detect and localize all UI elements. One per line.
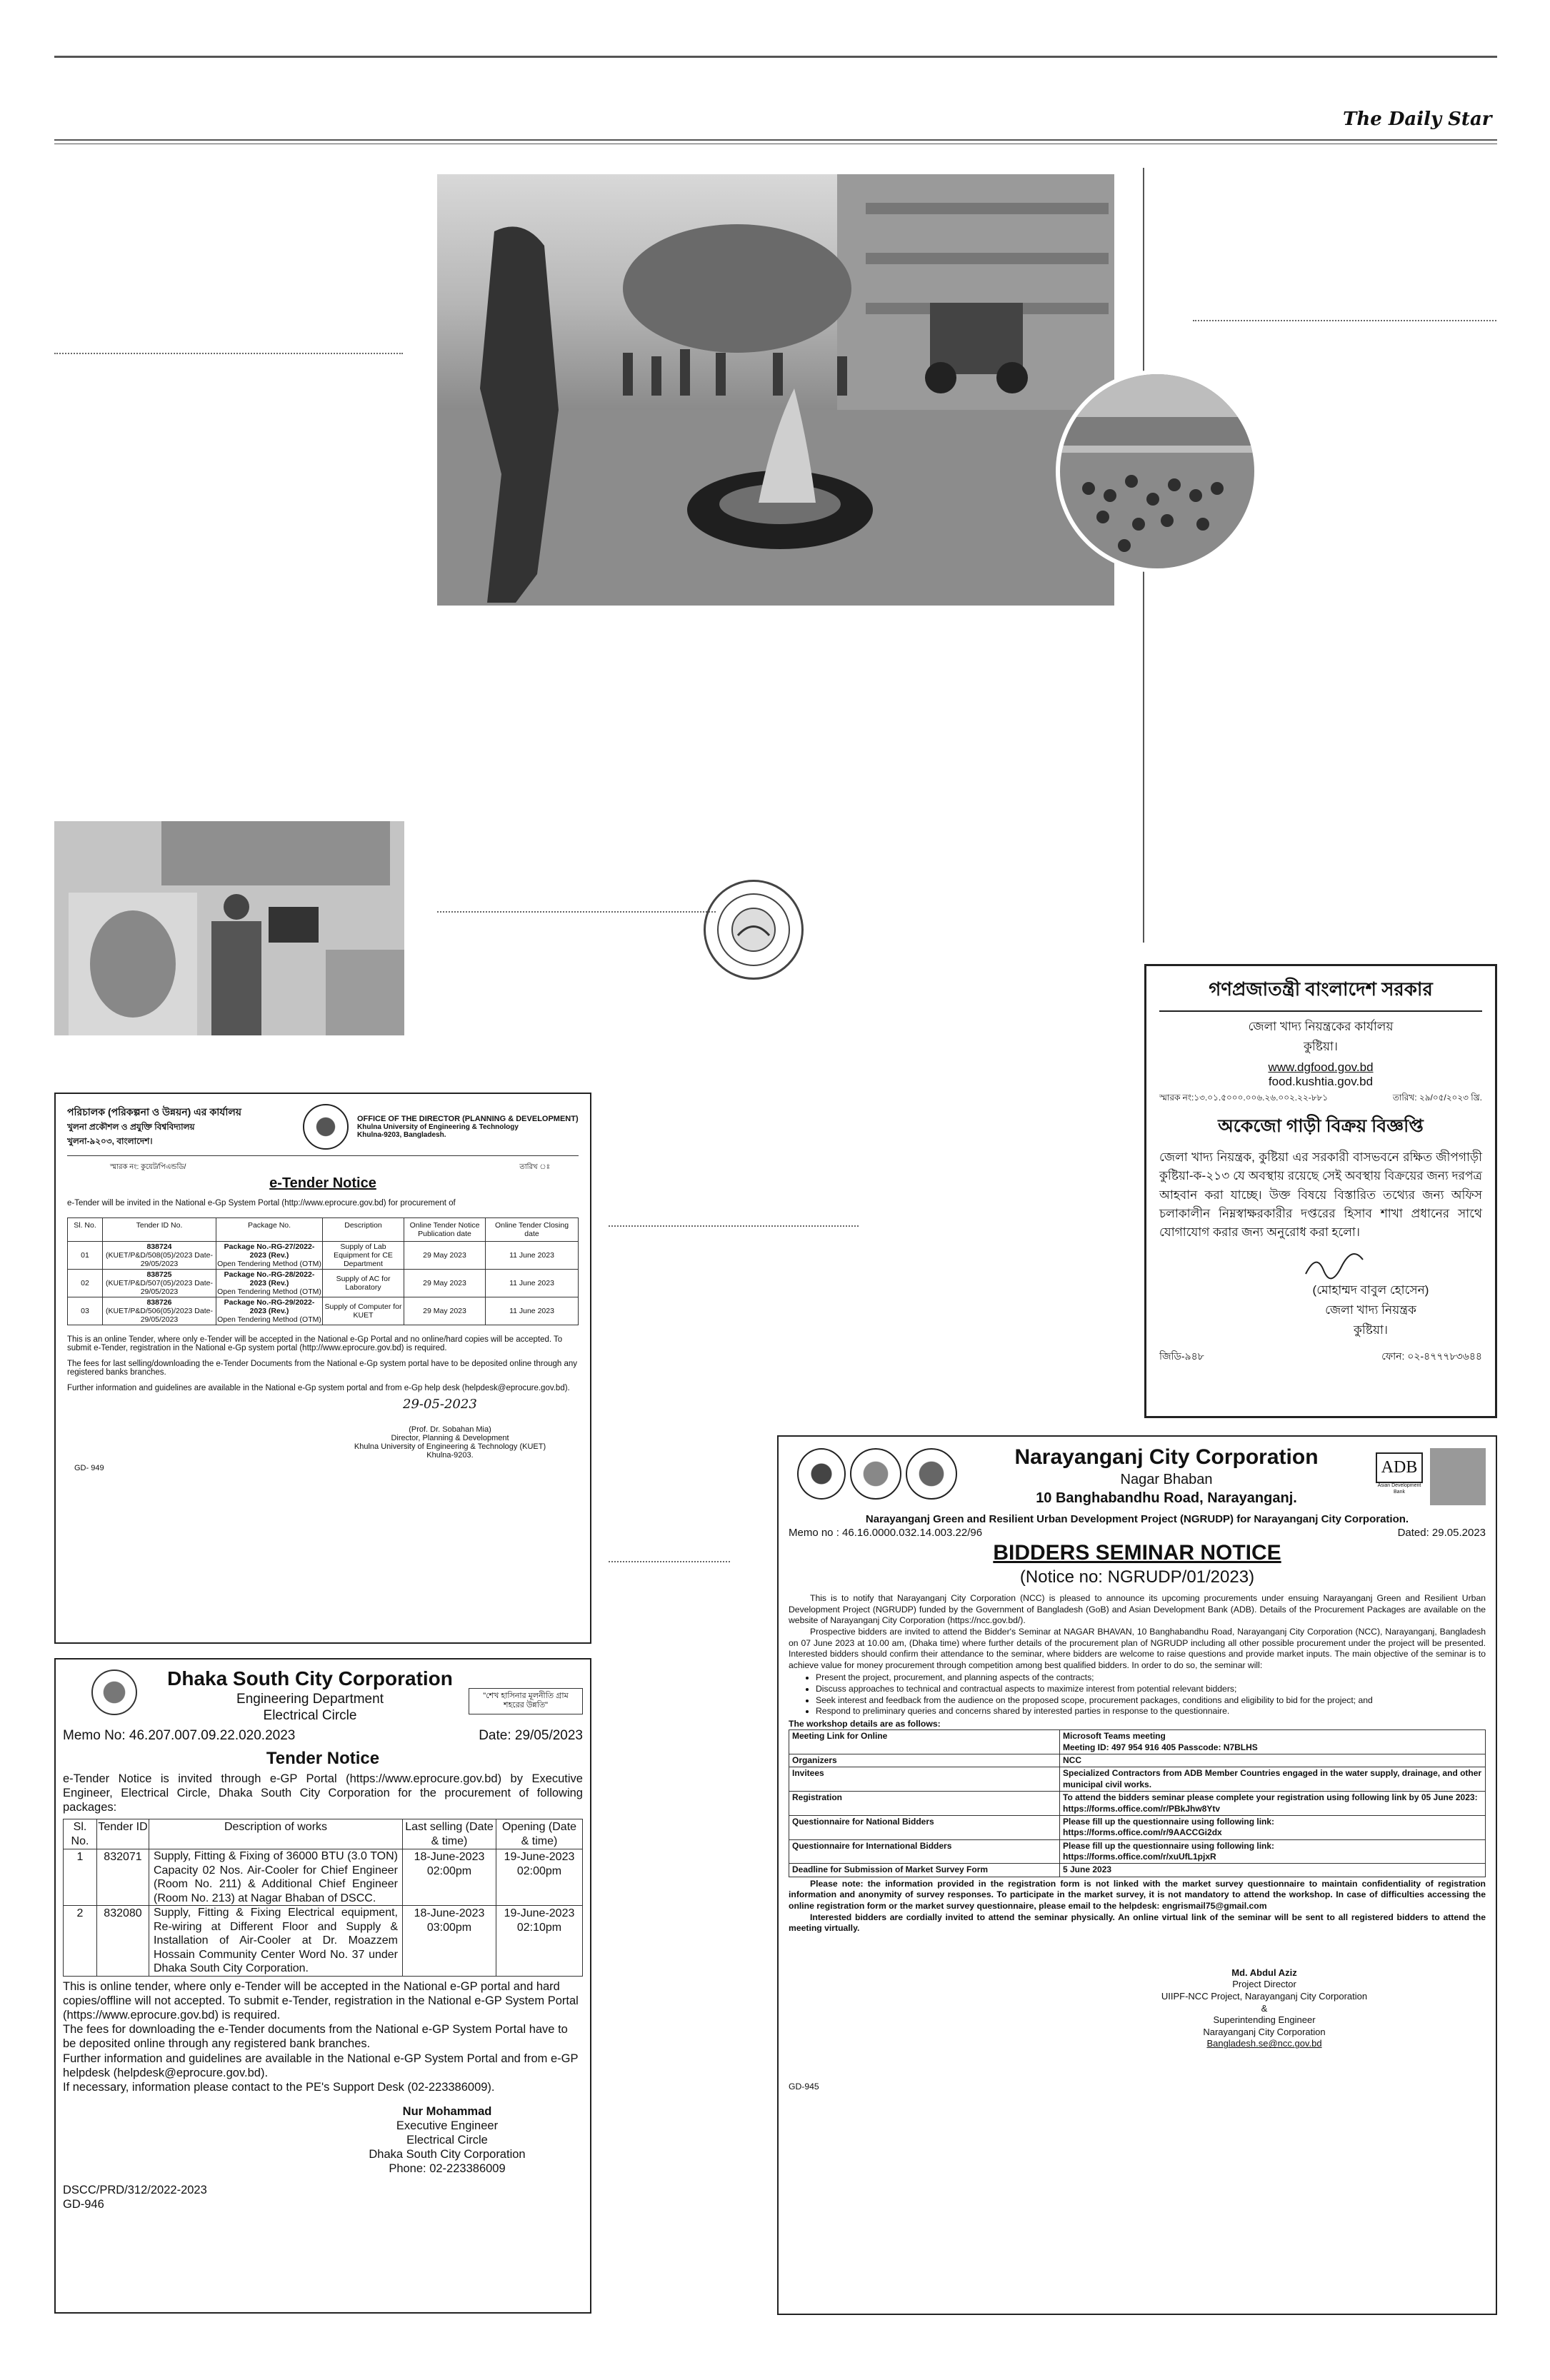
masthead: The Daily Star bbox=[1343, 109, 1492, 130]
cell-id: 838725 bbox=[146, 1270, 172, 1279]
masthead-rule bbox=[54, 139, 1497, 141]
note: Please note: the information provided in the registration form is not linked with the market survey questionnaire to maintain confidentiality of registration information and anonymity of survey responses. To participate in the market survey, it is not mandatory to attend the workshop. In case of difficulties accessing the online registration form or the market survey questionnaire, please email to the helpdesk: engrismail75@gmail.com bbox=[789, 1878, 1486, 1911]
memorial-photo bbox=[54, 821, 404, 1035]
intro: e-Tender Notice is invited through e-GP Portal (https://www.eprocure.gov.bd) by Executive Engineer, Electrical Circle, Dhaka South City Corporation for the procurement of following packages: bbox=[63, 1772, 583, 1814]
org-name: Dhaka South City Corporation bbox=[167, 1667, 453, 1689]
para-1: This is an online Tender, where only e-Tender will be accepted in the National e-Gp Portal and no online/hard copies will be accepted. To submit e-Tender, registration in the National e-Gp system portal (http://www.eprocure.gov.bd) is required. bbox=[67, 1335, 563, 1352]
cell-desc: Supply of Lab Equipment for CE Department bbox=[323, 1242, 404, 1270]
table-row bbox=[789, 1767, 1486, 1792]
detail-value: 5 June 2023 bbox=[1060, 1864, 1486, 1877]
sig-title: জেলা খাদ্য নিয়ন্ত্রক bbox=[1325, 1302, 1416, 1317]
separator-1 bbox=[54, 353, 403, 354]
para-2: The fees for last selling/downloading the e-Tender Documents from the National e-Gp system portal have to be deposited online through any registered banks branches. bbox=[67, 1360, 578, 1377]
memo: স্মারক নং:১৩.০১.৫০০০.০০৬.২৬.০০২.২২-৮৮১ bbox=[1159, 1093, 1329, 1103]
th-id: Tender ID bbox=[97, 1819, 149, 1849]
cell-pub: 29 May 2023 bbox=[404, 1242, 486, 1270]
para-3: Further information and guidelines are available in the National e-GP System Portal and from e-GP helpdesk (helpdesk@eprocure.gov.bd). bbox=[63, 2052, 579, 2079]
cell-sl: 03 bbox=[68, 1297, 103, 1325]
sig-org: Dhaka South City Corporation bbox=[369, 2148, 526, 2161]
cell-sl: 02 bbox=[68, 1270, 103, 1297]
th-desc: Description of works bbox=[149, 1819, 403, 1849]
city-corporation-seal bbox=[704, 880, 804, 980]
notice-title: Tender Notice bbox=[266, 1748, 380, 1768]
sig-title: Executive Engineer bbox=[396, 2119, 499, 2133]
th-open: Opening (Date & time) bbox=[496, 1819, 583, 1849]
table-row bbox=[789, 1792, 1486, 1816]
sig-email[interactable]: Bangladesh.se@ncc.gov.bd bbox=[1206, 2038, 1322, 2049]
notice-body: জেলা খাদ্য নিয়ন্ত্রক, কুষ্টিয়া এর সরকারী বাসভবনে রক্ষিত জীপগাড়ী কুষ্টিয়া-ক-২১৩ যে অবস্থায় রয়েছে সেই অবস্থায় বিক্রয়ের জন্য দরপত্র আহবান করা যাচ্ছে। উক্ত বিষয়ে বিস্তারিত তথ্যের জন্য অফিস চলাকালীন নিম্নস্বাক্ষরকারীর দপ্তরের হিসাব শাখা প্রধানের সাথে যোগাযোগ করার জন্য অনুরোধ করা হলো। bbox=[1159, 1150, 1482, 1240]
th-close: Online Tender Closing date bbox=[486, 1218, 579, 1242]
detail-key: Deadline for Submission of Market Survey Form bbox=[789, 1864, 1060, 1877]
sig-amp: & bbox=[1261, 2002, 1268, 2014]
table-row bbox=[68, 1270, 579, 1297]
cell-method: Open Tendering Method (OTM) bbox=[217, 1260, 321, 1268]
university-bn: খুলনা প্রকৌশল ও প্রযুক্তি বিশ্ববিদ্যালয় bbox=[67, 1122, 195, 1132]
org-name: Narayanganj City Corporation bbox=[1014, 1445, 1319, 1469]
tender-table bbox=[67, 1217, 579, 1325]
sig-name: (Prof. Dr. Sobahan Mia) bbox=[409, 1425, 491, 1434]
top-rule bbox=[54, 56, 1497, 58]
para-1: This is to notify that Narayanganj City Corporation (NCC) is pleased to announce its upcoming procurements under ensuing Narayanganj Green and Resilient Urban Development Project (NGRUDP) funded by the Government of Bangladesh (GoB) and Asian Development Bank (ADB). Details of the Procurement Packages are available on the website of Narayanganj City Corporation (https://ncc.gov.bd/). bbox=[789, 1593, 1486, 1626]
office: জেলা খাদ্য নিয়ন্ত্রকের কার্যালয় bbox=[1248, 1020, 1394, 1033]
adb-logo: ADB bbox=[1376, 1452, 1423, 1483]
portrait-logo bbox=[1430, 1448, 1486, 1505]
para-4: If necessary, information please contact to the PE's Support Desk (02-223386009). bbox=[63, 2080, 495, 2094]
table-row bbox=[789, 1815, 1486, 1839]
cell-pkg: Package No.-RG-28/2022-2023 (Rev.) bbox=[224, 1270, 315, 1287]
cell-last: 18-June-2023 03:00pm bbox=[403, 1906, 496, 1977]
sig-place: কুষ্টিয়া। bbox=[1354, 1322, 1388, 1337]
cell-close: 11 June 2023 bbox=[486, 1242, 579, 1270]
address-en: Khulna-9203, Bangladesh. bbox=[357, 1131, 446, 1139]
separator-5 bbox=[609, 1561, 730, 1562]
th-pkg: Package No. bbox=[216, 1218, 323, 1242]
th-desc: Description bbox=[323, 1218, 404, 1242]
th-sl: Sl. No. bbox=[64, 1819, 97, 1849]
kuet-logo bbox=[303, 1104, 349, 1150]
gov-header: গণপ্রজাতন্ত্রী বাংলাদেশ সরকার bbox=[1159, 975, 1482, 1012]
details-heading: The workshop details are as follows: bbox=[789, 1718, 941, 1729]
university-en: Khulna University of Engineering & Technology bbox=[357, 1123, 519, 1131]
gd-number: GD-945 bbox=[789, 2081, 819, 2092]
place: কুষ্টিয়া। bbox=[1304, 1040, 1338, 1053]
cell-sl: 1 bbox=[64, 1849, 97, 1906]
office-en: OFFICE OF THE DIRECTOR (PLANNING & DEVELOPMENT) bbox=[357, 1115, 579, 1123]
bullet-item: • Seek interest and feedback from the audience on the proposed scope, procurement packages, conditions and eligibility to bid for the project; and bbox=[816, 1695, 1486, 1707]
cell-close: 11 June 2023 bbox=[486, 1270, 579, 1297]
sig-title-2: Superintending Engineer bbox=[1213, 2014, 1316, 2026]
dscc-tender-ad bbox=[54, 1658, 591, 2314]
date-bn: তারিখ ঃ bbox=[519, 1163, 550, 1171]
kuet-etender-ad bbox=[54, 1093, 591, 1644]
para-1: This is online tender, where only e-Tender will be accepted in the National e-GP portal and hard copies/offline will not accepted. To submit e-Tender, registration in the National e-GP System Portal (https://www.eprocure.gov.bd) is required. bbox=[63, 1979, 579, 2022]
sig-name: (মোহাম্মদ বাবুল হোসেন) bbox=[1312, 1282, 1429, 1297]
gd-number: GD-946 bbox=[63, 2198, 104, 2211]
bullet-item: • Respond to preliminary queries and concerns shared by interested parties in response to the questionnaire. bbox=[816, 1706, 1486, 1717]
cell-desc: Supply of Computer for KUET bbox=[323, 1297, 404, 1325]
cell-ref: (KUET/P&D/506(05)/2023 Date-29/05/2023 bbox=[106, 1307, 213, 1324]
address: 10 Banghabandhu Road, Narayanganj. bbox=[1036, 1490, 1297, 1506]
cell-desc: Supply, Fitting & Fixing Electrical equipment, Re-wiring at Different Floor and Supply & Installation of Air-Cooler at Dr. Moazzem Hossain Community Center Word No. 37 under Dhaka South City Corporation. bbox=[149, 1906, 403, 1977]
bangladesh-emblem bbox=[797, 1448, 846, 1500]
signature-scribble bbox=[1302, 1252, 1366, 1281]
cell-id: 838726 bbox=[146, 1298, 172, 1307]
para-3: Further information and guidelines are available in the National e-Gp system portal and from e-Gp help desk (helpdesk@eprocure.gov.bd). bbox=[67, 1384, 570, 1392]
th-sl: Sl. No. bbox=[68, 1218, 103, 1242]
para-2: The fees for downloading the e-Tender documents from the National e-GP System Portal have to be deposited online through any registered bank branches. bbox=[63, 2023, 568, 2051]
cell-method: Open Tendering Method (OTM) bbox=[217, 1287, 321, 1296]
detail-value: Please fill up the questionnaire using following link: https://forms.office.com/r/9AACCGi2dx bbox=[1060, 1815, 1486, 1839]
details-table bbox=[789, 1729, 1486, 1877]
detail-key: Questionnaire for International Bidders bbox=[789, 1839, 1060, 1864]
separator-4 bbox=[609, 1225, 859, 1227]
ncc-bidders-seminar-ad bbox=[777, 1435, 1497, 2315]
detail-value: Please fill up the questionnaire using following link: https://forms.office.com/r/xuUfL1pjxR bbox=[1060, 1839, 1486, 1864]
table-row bbox=[789, 1730, 1486, 1754]
detail-value: Microsoft Teams meeting Meeting ID: 497 954 916 405 Passcode: N7BLHS bbox=[1060, 1730, 1486, 1754]
signature bbox=[403, 1397, 477, 1412]
dept: Engineering Department bbox=[236, 1692, 384, 1707]
address-bn: খুলনা-৯২০৩, বাংলাদেশ। bbox=[67, 1136, 153, 1146]
bullet-item: • Discuss approaches to technical and contractual aspects to maximize interest from potential relevant bidders; bbox=[816, 1684, 1486, 1695]
crowd-photo-circle bbox=[1056, 370, 1259, 573]
slogan-box: "শেখ হাসিনার মূলনীতি গ্রাম শহরের উন্নতি" bbox=[469, 1688, 583, 1714]
table-row bbox=[789, 1839, 1486, 1864]
gd-number: GD- 949 bbox=[74, 1464, 104, 1472]
cell-open: 19-June-2023 02:00pm bbox=[496, 1849, 583, 1906]
table-row bbox=[68, 1242, 579, 1270]
th-last: Last selling (Date & time) bbox=[403, 1819, 496, 1849]
cell-id: 832080 bbox=[97, 1906, 149, 1977]
cell-ref: (KUET/P&D/507(05)/2023 Date-29/05/2023 bbox=[106, 1279, 213, 1296]
bullet-item: • Present the project, procurement, and planning aspects of the contracts; bbox=[816, 1672, 1486, 1684]
sig-org-2: Narayanganj City Corporation bbox=[1203, 2026, 1326, 2037]
memo: Memo No: 46.207.007.09.22.020.2023 bbox=[63, 1727, 296, 1743]
detail-value: To attend the bidders seminar please complete your registration using following link by 05 June 2023: https://forms.office.com/r/PBkJhw8Ytv bbox=[1060, 1792, 1486, 1816]
building: Nagar Bhaban bbox=[1120, 1472, 1213, 1488]
sig-addr: Khulna-9203. bbox=[426, 1451, 474, 1460]
kushtia-food-ad bbox=[1144, 964, 1497, 1418]
table-row bbox=[789, 1754, 1486, 1767]
protest-photo bbox=[437, 174, 1114, 606]
sig-name: Nur Mohammad bbox=[402, 2104, 492, 2118]
website-1[interactable]: www.dgfood.gov.bd bbox=[1268, 1060, 1374, 1074]
cell-ref: (KUET/P&D/508(05)/2023 Date-29/05/2023 bbox=[106, 1251, 213, 1268]
cell-id: 832071 bbox=[97, 1849, 149, 1906]
ncc-logo bbox=[850, 1448, 901, 1500]
cell-pub: 29 May 2023 bbox=[404, 1297, 486, 1325]
cell-open: 19-June-2023 02:10pm bbox=[496, 1906, 583, 1977]
detail-value: Specialized Contractors from ADB Member Countries engaged in the water supply, drainage, and other municipal civil works. bbox=[1060, 1767, 1486, 1792]
notice-number: (Notice no: NGRUDP/01/2023) bbox=[1019, 1567, 1255, 1587]
date: তারিখ: ২৯/০৫/২০২৩ খ্রি. bbox=[1392, 1093, 1482, 1103]
cell-sl: 01 bbox=[68, 1242, 103, 1270]
dscc-logo bbox=[91, 1669, 137, 1715]
detail-key: Registration bbox=[789, 1792, 1060, 1816]
memo-bn: স্মারক নং: কুয়েট/পিএন্ডডি/ bbox=[110, 1163, 186, 1171]
notice-title: e-Tender Notice bbox=[269, 1175, 376, 1191]
cell-pkg: Package No.-RG-27/2022-2023 (Rev.) bbox=[224, 1242, 315, 1260]
sig-org: UIIPF-NCC Project, Narayanganj City Corporation bbox=[1161, 1990, 1368, 2002]
cell-desc: Supply, Fitting & Fixing of 36000 BTU (3.0 TON) Capacity 02 Nos. Air-Cooler for Chief Engineer (Room No. 211) & Additional Chief Engineer (Room No. 213) at Nagar Bhaban of DSCC. bbox=[149, 1849, 403, 1906]
note-2: Interested bidders are cordially invited to attend the seminar physically. An online virtual link of the seminar will be sent to all registered bidders to attend the meeting virtually. bbox=[789, 1912, 1486, 1934]
separator-2 bbox=[1193, 320, 1496, 321]
th-pub: Online Tender Notice Publication date bbox=[404, 1218, 486, 1242]
date: Date: 29/05/2023 bbox=[479, 1727, 583, 1743]
separator-3 bbox=[437, 911, 716, 913]
sig-org: Khulna University of Engineering & Technology (KUET) bbox=[354, 1442, 546, 1451]
table-row bbox=[64, 1849, 583, 1906]
memo: Memo no : 46.16.0000.032.14.003.22/96 bbox=[789, 1526, 983, 1539]
sig-phone: Phone: 02-223386009 bbox=[389, 2162, 506, 2176]
cell-pub: 29 May 2023 bbox=[404, 1270, 486, 1297]
table-row bbox=[789, 1864, 1486, 1877]
circle: Electrical Circle bbox=[263, 1708, 357, 1724]
office-bn: পরিচালক (পরিকল্পনা ও উন্নয়ন) এর কার্যালয় bbox=[67, 1106, 242, 1118]
detail-key: Organizers bbox=[789, 1754, 1060, 1767]
notice-title: অকেজো গাড়ী বিক্রয় বিজ্ঞপ্তি bbox=[1218, 1116, 1424, 1136]
detail-value: NCC bbox=[1060, 1754, 1486, 1767]
date: Dated: 29.05.2023 bbox=[1397, 1526, 1486, 1539]
cell-id: 838724 bbox=[146, 1242, 172, 1251]
tender-table bbox=[63, 1819, 583, 1977]
cell-last: 18-June-2023 02:00pm bbox=[403, 1849, 496, 1906]
phone: ফোন: ০২-৪৭৭৭৮৩৬৪৪ bbox=[1381, 1350, 1482, 1362]
detail-key: Invitees bbox=[789, 1767, 1060, 1792]
cell-pkg: Package No.-RG-29/2022-2023 (Rev.) bbox=[224, 1298, 315, 1315]
table-row bbox=[68, 1297, 579, 1325]
intro: e-Tender will be invited in the National e-Gp System Portal (http://www.eprocure.gov.bd) for procurement of bbox=[67, 1199, 456, 1207]
project-name: Narayanganj Green and Resilient Urban Development Project (NGRUDP) for Narayanganj City Corporation. bbox=[865, 1512, 1409, 1525]
detail-key: Questionnaire for National Bidders bbox=[789, 1815, 1060, 1839]
table-row bbox=[64, 1906, 583, 1977]
sig-title: Director, Planning & Development bbox=[391, 1434, 509, 1442]
sig-circle: Electrical Circle bbox=[406, 2134, 488, 2147]
adb-full: Asian Development Bank bbox=[1377, 1482, 1421, 1495]
cell-sl: 2 bbox=[64, 1906, 97, 1977]
sig-name: Md. Abdul Aziz bbox=[1231, 1967, 1297, 1978]
gd-number: জিডি-৯৪৮ bbox=[1159, 1350, 1204, 1362]
signature-date: 29-05-2023 bbox=[403, 1397, 477, 1412]
project-logo bbox=[906, 1448, 957, 1500]
ref-number: DSCC/PRD/312/2022-2023 bbox=[63, 2183, 207, 2196]
notice-title: BIDDERS SEMINAR NOTICE bbox=[993, 1540, 1281, 1565]
th-id: Tender ID No. bbox=[103, 1218, 216, 1242]
cell-close: 11 June 2023 bbox=[486, 1297, 579, 1325]
sig-title: Project Director bbox=[1232, 1979, 1296, 1990]
cell-desc: Supply of AC for Laboratory bbox=[323, 1270, 404, 1297]
cell-method: Open Tendering Method (OTM) bbox=[217, 1315, 321, 1324]
detail-key: Meeting Link for Online bbox=[789, 1730, 1060, 1754]
website-2[interactable]: food.kushtia.gov.bd bbox=[1268, 1075, 1374, 1088]
para-2: Prospective bidders are invited to attend the Bidder's Seminar at NAGAR BHAVAN, 10 Banghabandhu Road, Narayanganj City Corporation (NCC), Narayanganj, Bangladesh on 07 June 2023 at 10.00 am, (Dhaka time) where further details of the procurement plan of NGRUDP including all other possible procurement under the project will be presented. Interested bidders should confirm their attendance to the seminar, where bidders are welcome to raise questions and provide market inputs. The main objective of the seminar is to achieve value for money procurement through competition among best qualified bidders. In order to do so, the seminar will: bbox=[789, 1626, 1486, 1670]
